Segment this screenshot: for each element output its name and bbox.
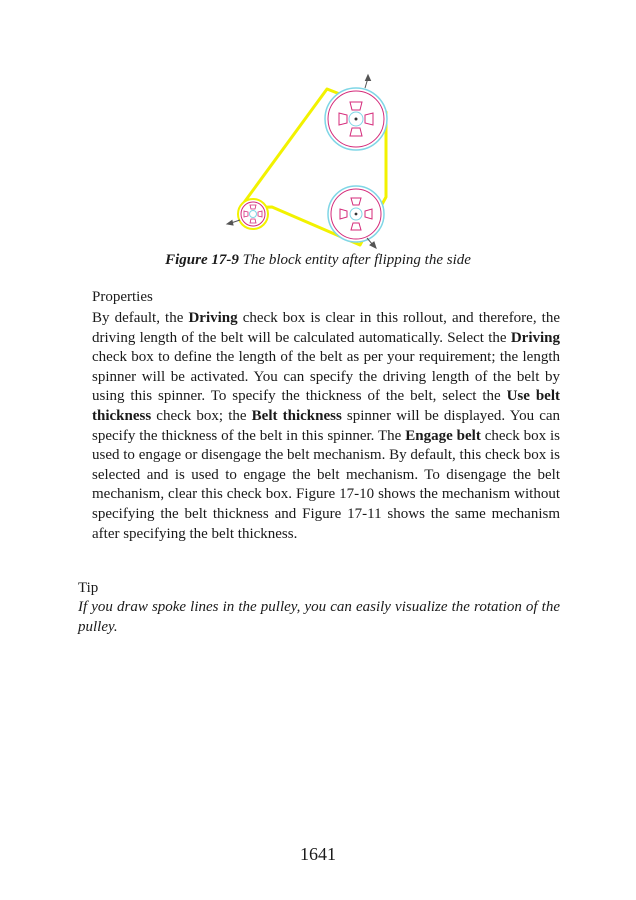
figure-label: Figure 17-9 — [165, 252, 239, 268]
arrow-left — [227, 220, 240, 225]
tip-heading: Tip — [78, 580, 99, 596]
figure-caption-text: The block entity after flipping the side — [242, 252, 471, 268]
page-number: 1641 — [300, 844, 336, 864]
paragraph-bold-term: Use belt thickness — [92, 388, 560, 424]
small-pulley-left — [238, 199, 268, 229]
paragraph-text-run: check box is clear in this rollout, and therefore, the driving length of the belt will be calculated automatically. Select the — [92, 310, 560, 346]
paragraph-text-run: By default, the — [92, 310, 189, 326]
belt-pulley-figure — [220, 72, 400, 252]
paragraph-text-run: spinner will be displayed. You can specify the thickness of the belt in this spinner. The — [92, 407, 561, 444]
tip-text: If you draw spoke lines in the pulley, you can easily visualize the rotation of the pulley. — [78, 599, 560, 635]
paragraph-text-run: check box; the — [151, 407, 252, 424]
arrow-bottom — [367, 238, 376, 248]
properties-paragraph — [92, 309, 560, 544]
paragraph-bold-term: Belt thickness — [251, 407, 342, 424]
figure-caption — [0, 252, 636, 269]
paragraph-bold-term: Engage belt — [405, 427, 481, 444]
paragraph-text-run: check box is used to engage or disengage the belt mechanism. By default, this check box is selected and is used to engage the belt mechanism. To disengage the belt mechanism, clear this check box. Figure 17-10 shows the mechanism without specifying the belt thickness and Figure 17-11 shows the same mechanism after specifying the belt thickness. — [92, 427, 561, 542]
section-heading: Properties — [92, 289, 153, 305]
paragraph-text-run: check box to define the length of the belt as per your requirement; the length spinner will be activated. You can specify the driving length of the belt by using this spinner. To specify the thickness of the belt, select the — [92, 349, 560, 405]
pulley-bottom-right — [328, 186, 384, 242]
large-pulley-top — [325, 88, 387, 150]
arrow-top — [365, 75, 371, 88]
paragraph-bold-term: Driving — [188, 310, 238, 326]
paragraph-bold-term: Driving — [510, 329, 560, 346]
